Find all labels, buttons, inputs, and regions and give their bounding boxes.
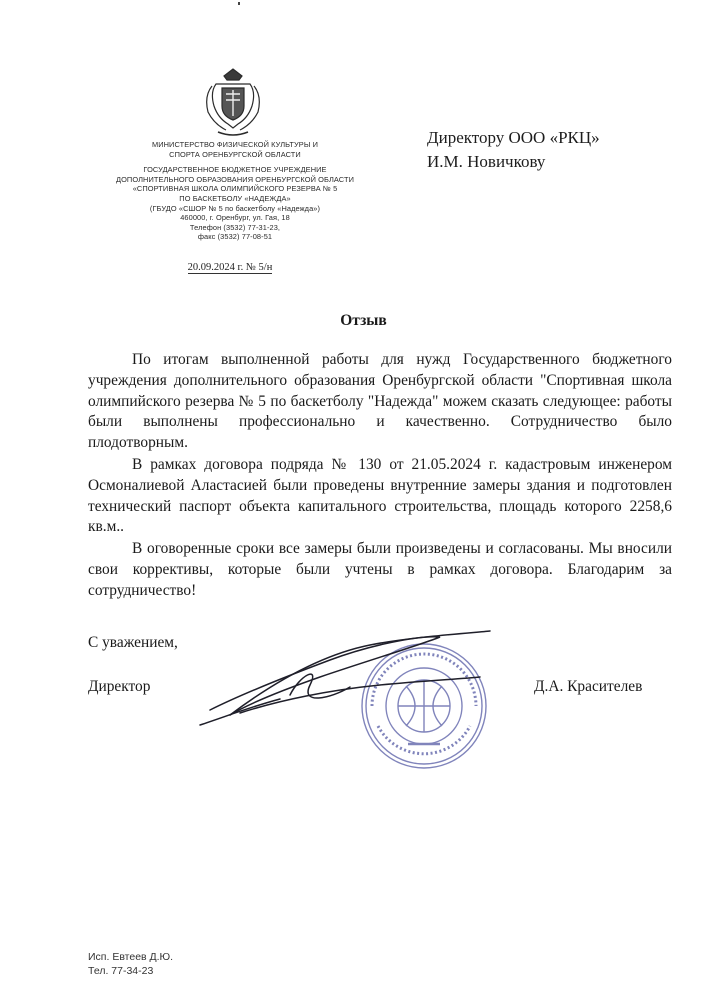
executor-name: Исп. Евтеев Д.Ю. (88, 951, 174, 963)
closing-phrase: С уважением, (88, 634, 178, 651)
addressee-position: Директору ООО «РКЦ» (427, 128, 600, 147)
letterhead (90, 140, 380, 242)
signatory-position: Директор (88, 678, 151, 695)
executor-phone: Тел. 77-34-23 (88, 965, 154, 977)
executor-info (88, 950, 173, 978)
addressee-block (427, 126, 600, 174)
signatory-name: Д.А. Красителев (534, 678, 643, 695)
letterhead-line: «СПОРТИВНАЯ ШКОЛА ОЛИМПИЙСКОГО РЕЗЕРВА № 5 (132, 184, 338, 194)
letter-body (88, 350, 672, 603)
scan-mark (238, 2, 240, 5)
handwritten-signature (170, 615, 500, 735)
body-paragraph: В оговоренные сроки все замеры были произведены и согласованы. Мы вносили свои коррективы, которые были учтены в рамках договора. Благодарим за сотрудничество! (88, 540, 672, 599)
registration-number: 20.09.2024 г. № 5/н (187, 262, 273, 273)
letterhead-line: факс (3532) 77-08-51 (197, 232, 273, 242)
letterhead-line: ГОСУДАРСТВЕННОЕ БЮДЖЕТНОЕ УЧРЕЖДЕНИЕ (143, 165, 327, 175)
document-title: Отзыв (340, 312, 387, 329)
letterhead-line: СПОРТА ОРЕНБУРГСКОЙ ОБЛАСТИ (169, 149, 301, 159)
letterhead-line: ДОПОЛНИТЕЛЬНОГО ОБРАЗОВАНИЯ ОРЕНБУРГСКОЙ ОБЛАСТИ (115, 174, 355, 184)
letterhead-line: Телефон (3532) 77-31-23, (189, 222, 281, 232)
coat-of-arms-icon (202, 66, 264, 138)
letterhead-line: (ГБУДО «СШОР № 5 по баскетболу «Надежда») (149, 203, 321, 213)
letterhead-line: ПО БАСКЕТБОЛУ «НАДЕЖДА» (179, 193, 291, 203)
body-paragraph: По итогам выполненной работы для нужд Государственного бюджетного учреждения дополнительного образования Оренбургской области "Спортивная школа олимпийского резерва № 5 по баскетболу "Надежда" можем сказать следующее: работы были выполнены профессионально и качественно. Сотрудничество было плодотворным. (88, 351, 672, 452)
body-paragraph: В рамках договора подряда № 130 от 21.05.2024 г. кадастровым инженером Осмоналиевой Аластасией были проведены внутренние замеры здания и подготовлен технический паспорт объекта капитального строительства, площадь которого 2258,6 кв.м.. (88, 455, 672, 536)
letterhead-line: 460000, г. Оренбург, ул. Гая, 18 (180, 213, 290, 223)
addressee-name: И.М. Новичкову (427, 152, 546, 171)
letterhead-line: МИНИСТЕРСТВО ФИЗИЧЕСКОЙ КУЛЬТУРЫ И (151, 140, 319, 149)
